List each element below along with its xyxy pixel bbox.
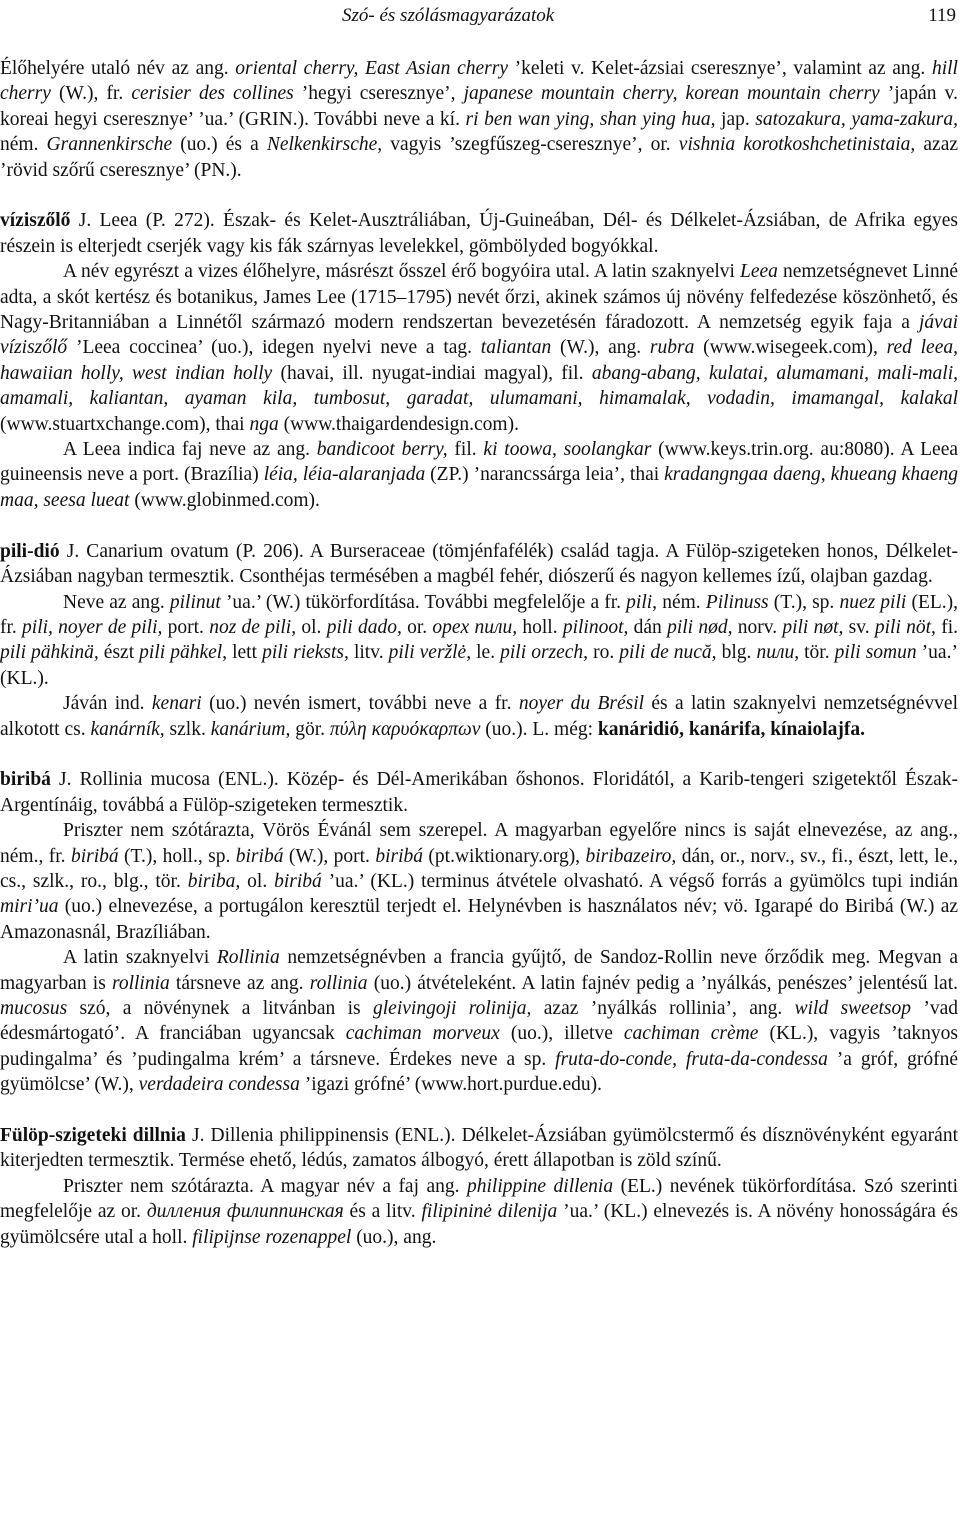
- text-run: ’igazi grófné’ (www.hort.purdue.edu).: [299, 1074, 602, 1096]
- italic-term: rubra: [649, 337, 695, 359]
- text-run: (pt.wiktionary.org),: [423, 845, 586, 867]
- headword: biribá: [0, 769, 51, 791]
- text-run: A latin szaknyelvi: [63, 947, 217, 969]
- italic-term: pili rieksts,: [262, 642, 349, 664]
- italic-term: wild sweetsop: [794, 997, 911, 1019]
- italic-term: pili de nucă,: [619, 642, 717, 664]
- text-run: ’ua.’ (KL.) elnevezés is. A növény honosságára és gyümölcsére utal a holl.: [0, 1201, 959, 1248]
- entry-biriba: [0, 767, 958, 1097]
- text-run: (EL.) nevének tükörfordítása. Szó szerinti megfelelője az or.: [0, 1175, 959, 1223]
- text-run: (www.wisegeek.com),: [694, 337, 887, 359]
- text-run: nemzetségnevet Linné adta, a skót kertész és botanikus, James Lee (1715–1795) nevét őrzi, akinek számos új növény felfedezése köszönhető, és Nagy-Britanniában a Linnétől származó modern rendszertan bevezetésén fáradozott. A nemzetség egyik faja a: [0, 261, 958, 334]
- text-run: J. Canarium ovatum (P. 206). A Burseraceae (tömjénfafélék) család tagja. A Fülöp-szigeteken honos, Délkelet-Ázsiában nagyban termesztik. Csonthéjas termésében a magbél fehér, diószerű és nagyon kellemes ízű, olajban gazdag.: [0, 540, 958, 588]
- running-title: Szó- és szólásmagyarázatok: [342, 5, 555, 26]
- text-run: port.: [162, 616, 210, 638]
- text-run: ’a gróf, grófné gyümölcse’ (W.),: [0, 1048, 958, 1096]
- text-run: (T.), sp.: [768, 591, 840, 613]
- italic-term: pili nød,: [667, 616, 733, 638]
- italic-term: cachiman morveux: [345, 1023, 500, 1045]
- text-run: (www.thaigardendesign.com).: [278, 413, 519, 435]
- text-run: J. Rollinia mucosa (ENL.). Közép- és Dél-Amerikában őshonos. Floridától, a Karib-tengeri szigetektől Észak-Argentínáig, továbbá a Fülöp-szigeteken termesztik.: [0, 769, 958, 816]
- italic-term: rollinia: [111, 972, 170, 994]
- text-run: (T.), holl., sp.: [118, 845, 236, 867]
- dictionary-entries: [0, 56, 958, 1250]
- text-run: blg.: [716, 642, 757, 664]
- italic-term: taliantan: [480, 337, 552, 359]
- text-run: (uo.) nevén ismert, további neve a fr.: [201, 693, 519, 715]
- italic-term: rollinia: [309, 972, 368, 994]
- entry-head-paragraph: [0, 56, 958, 183]
- text-run: Jáván ind.: [63, 693, 152, 715]
- italic-term: japanese mountain cherry, korean mountain cherry: [463, 83, 880, 105]
- italic-term: пили,: [756, 642, 800, 664]
- text-run: dán, or., norv., sv., fi., észt, lett, le., cs., szlk., ro., blg., tör.: [0, 845, 959, 892]
- entry-continuation: [0, 56, 958, 183]
- entry-paragraph: [0, 590, 958, 692]
- text-run: le.: [471, 642, 501, 664]
- text-run: A név egyrészt a vizes élőhelyre, másrészt ősszel érő bogyóira utal. A latin szaknyelvi: [63, 261, 740, 283]
- text-run: ’ua.’ (KL.) terminus átvétele olvasható. A végső forrás a gyümölcs tupi indián: [321, 870, 958, 892]
- entry-pili-dio: [0, 539, 958, 742]
- italic-term: hill cherry: [0, 58, 958, 105]
- text-run: (uo.) elnevezése, a portugálon keresztül terjedt el. Helynévben is használatos név; vö. Igarapé do Biribá (W.) az Amazonasnál, Brazíliában.: [0, 896, 958, 943]
- italic-term: oriental cherry, East Asian cherry: [235, 58, 508, 79]
- italic-term: cachiman crème: [623, 1023, 759, 1045]
- text-run: (uo.). L. még:: [480, 718, 598, 740]
- text-run: norv.: [732, 616, 783, 638]
- italic-term: biribá: [235, 845, 284, 867]
- italic-term: biribá: [274, 870, 322, 892]
- text-run: fil.: [447, 439, 484, 461]
- text-run: (havai, ill. nyugat-indiai magyal), fil.: [272, 362, 592, 384]
- text-run: (www.keys.trin.org. au:8080). A Leea guineensis neve a port. (Brazília): [0, 439, 958, 486]
- text-run: azaz ’nyálkás rollinia’, ang.: [531, 997, 795, 1019]
- italic-term: philippine dillenia: [466, 1175, 614, 1197]
- text-run: ’japán v. koreai hegyi cseresznye’ ’ua.’ (GRIN.). További neve a kí.: [0, 83, 958, 130]
- text-run: gör.: [290, 718, 330, 740]
- italic-term: Rollinia: [216, 947, 280, 969]
- text-run: ném.: [0, 134, 47, 156]
- entry-head-paragraph: [0, 208, 958, 259]
- text-run: ’Leea coccinea’ (uo.), idegen nyelvi neve a tag.: [67, 337, 481, 359]
- italic-term: bandicoot berry,: [316, 439, 448, 461]
- headword: Fülöp-szigeteki dillnia: [0, 1125, 186, 1146]
- italic-term: Leea: [740, 261, 778, 283]
- headword: pili-dió: [0, 540, 60, 562]
- text-run: ’ua.’ (W.) tükörfordítása. További megfelelője a fr.: [220, 591, 627, 613]
- entry-paragraph: [0, 1174, 958, 1250]
- entry-paragraph: [0, 437, 958, 513]
- italic-term: biribá: [70, 845, 119, 867]
- text-run: (KL.), vagyis ’taknyos pudingalma’ és ’pudingalma krém’ a társneve. Érdekes neve a sp.: [0, 1023, 958, 1070]
- italic-term: nga: [249, 413, 279, 435]
- text-run: (uo.) és a: [172, 134, 267, 156]
- italic-term: léia, léia-alaranjada: [263, 464, 426, 486]
- entry-head-paragraph: [0, 767, 958, 818]
- italic-term: pili orzech,: [500, 642, 589, 664]
- italic-term: pili, noyer de pili,: [22, 616, 163, 638]
- italic-term: pili dado,: [326, 616, 402, 638]
- text-run: (www.globinmed.com).: [129, 489, 320, 511]
- italic-term: kradangngaa daeng, khueang khaeng maa, seesa lueat: [0, 464, 958, 511]
- italic-term: biribazeiro,: [585, 845, 677, 867]
- text-run: Priszter nem szótárazta, Vörös Évánál sem szerepel. A magyarban egyelőre nincs is saját elnevezése, az ang., ném., fr.: [0, 820, 958, 867]
- text-run: (EL.), fr.: [0, 591, 959, 638]
- text-run: ’vad édesmártogató’. A franciában ugyancsak: [0, 997, 959, 1045]
- text-run: ném.: [657, 591, 706, 613]
- italic-term: дилления филиппинская: [146, 1201, 344, 1223]
- italic-term: pili nøt,: [782, 616, 844, 638]
- italic-term: gleivingoji rolinija,: [373, 997, 532, 1019]
- italic-term: kanárium,: [210, 718, 291, 740]
- italic-term: filipijnse rozenappel: [192, 1226, 352, 1248]
- entry-paragraph: [0, 818, 958, 945]
- text-run: or.: [401, 616, 433, 638]
- italic-term: pili veržlė,: [388, 642, 472, 664]
- text-run: J. Leea (P. 272). Észak- és Kelet-Ausztráliában, Új-Guineában, Dél- és Délkelet-Ázsiában, de Afrika egyes részein is elterjedt cserjék vagy kis fák szárnyas levelekkel, gömbölyded bogyókkal.: [0, 210, 958, 257]
- text-run: és a latin szaknyelvi nemzetségnévvel alkotott cs.: [0, 693, 959, 740]
- page-number: 119: [928, 5, 956, 26]
- headword: víziszőlő: [0, 210, 71, 232]
- headword: kanáridió, kanárifa, kínaiolajfa.: [597, 718, 865, 740]
- italic-term: filipininė dilenija: [421, 1201, 558, 1223]
- text-run: fi.: [935, 616, 958, 638]
- text-run: ol.: [296, 616, 327, 638]
- italic-term: opex пили,: [432, 616, 518, 638]
- entry-viziszolo: [0, 208, 958, 513]
- text-run: litv.: [348, 642, 389, 664]
- text-run: és a litv.: [343, 1201, 422, 1223]
- entry-fulop-szigeteki-dillnia: [0, 1123, 958, 1250]
- entry-paragraph: [0, 945, 958, 1097]
- italic-term: Pilinuss: [705, 591, 769, 613]
- italic-term: pili nöt,: [874, 616, 936, 638]
- italic-term: ri ben wan ying, shan ying hua,: [465, 108, 716, 130]
- italic-term: kenari: [151, 693, 202, 715]
- text-run: tör.: [799, 642, 835, 664]
- italic-term: fruta-do-conde, fruta-da-condessa: [555, 1048, 828, 1070]
- italic-term: miri’ua: [0, 896, 59, 918]
- text-run: (ZP.) ’narancssárga leia’, thai: [425, 464, 665, 486]
- text-run: Élőhelyére utaló név az ang.: [0, 58, 236, 79]
- text-run: J. Dillenia philippinensis (ENL.). Délkelet-Ázsiában gyümölcstermő és dísznövényként egyaránt kiterjedten termesztik. Termése ehető, lédús, zamatos álbogyó, érett állapotban is zöld színű.: [0, 1125, 958, 1172]
- text-run: ’keleti v. Kelet-ázsiai cseresznye’, valamint az ang.: [507, 58, 932, 79]
- text-run: ’ua.’ (KL.).: [0, 642, 958, 689]
- text-run: ro.: [588, 642, 620, 664]
- text-run: szlk.: [164, 718, 211, 740]
- text-run: dán: [628, 616, 668, 638]
- italic-term: noyer du Brésil: [518, 693, 645, 715]
- text-run: holl.: [517, 616, 563, 638]
- italic-term: pili,: [626, 591, 658, 613]
- italic-term: satozakura, yama-zakura,: [755, 108, 959, 130]
- text-run: társneve az ang.: [169, 972, 310, 994]
- italic-term: ki toowa, soolangkar: [483, 439, 652, 461]
- text-run: szó, a növénynek a litvánban is: [67, 997, 373, 1019]
- text-run: (W.), fr.: [50, 83, 132, 105]
- italic-term: Grannenkirsche: [46, 134, 173, 156]
- italic-term: kanárník,: [90, 718, 165, 740]
- text-run: (uo.), ang.: [351, 1226, 437, 1248]
- text-run: (www.stuartxchange.com), thai: [0, 413, 250, 435]
- italic-term: πύλη καρυόκαρπων: [329, 718, 481, 740]
- italic-term: nuez pili: [839, 591, 907, 613]
- text-run: észt: [98, 642, 140, 664]
- text-run: ’hegyi cseresznye’,: [293, 83, 464, 105]
- text-run: A Leea indica faj neve az ang.: [63, 439, 317, 461]
- entry-paragraph: [0, 259, 958, 437]
- italic-term: red leea, hawaiian holly, west indian holly: [0, 337, 958, 384]
- text-run: sv.: [843, 616, 875, 638]
- italic-term: noz de pili,: [209, 616, 297, 638]
- italic-term: pili somun: [834, 642, 917, 664]
- italic-term: abang-abang, kulatai, alumamani, mali-mali, amamali, kaliantan, ayaman kila, tumbosut, garadat, ulumamani, himamalak, vodadin, imamangal, kalakal: [0, 362, 959, 410]
- italic-term: jávai víziszőlő: [0, 312, 958, 359]
- italic-term: pilinoot,: [562, 616, 629, 638]
- entry-head-paragraph: [0, 1123, 958, 1174]
- text-run: (uo.) átvételeként. A latin fajnév pedig a ’nyálkás, penészes’ jelentésű lat.: [367, 972, 958, 994]
- text-run: Neve az ang.: [63, 591, 170, 613]
- text-run: (W.), ang.: [551, 337, 650, 359]
- text-run: nemzetségnévben a francia gyűjtő, de Sandoz-Rollin neve őrződik meg. Megvan a magyarban is: [0, 947, 958, 994]
- entry-head-paragraph: [0, 539, 958, 590]
- italic-term: vishnia korotkoshchetinistaia,: [678, 134, 916, 156]
- entry-paragraph: [0, 691, 958, 742]
- italic-term: verdadeira condessa: [138, 1074, 300, 1096]
- text-run: vagyis ’szegfűszeg-cseresznye’, or.: [382, 134, 679, 156]
- text-run: (W.), port.: [283, 845, 376, 867]
- italic-term: pilinut: [169, 591, 221, 613]
- italic-term: Nelkenkirsche,: [266, 134, 383, 156]
- text-run: lett: [227, 642, 263, 664]
- text-run: ol.: [240, 870, 275, 892]
- italic-term: biribá: [375, 845, 424, 867]
- italic-term: pili pähkel,: [139, 642, 228, 664]
- italic-term: biriba,: [187, 870, 241, 892]
- italic-term: pili pähkinä,: [0, 642, 99, 664]
- text-run: azaz ’rövid szőrű cseresznye’ (PN.).: [0, 134, 958, 181]
- text-run: (uo.), illetve: [499, 1023, 624, 1045]
- italic-term: mucosus: [0, 997, 68, 1019]
- text-run: jap.: [715, 108, 756, 130]
- text-run: Priszter nem szótárazta. A magyar név a faj ang.: [63, 1175, 467, 1197]
- italic-term: cerisier des collines: [131, 83, 294, 105]
- running-head: [0, 2, 960, 30]
